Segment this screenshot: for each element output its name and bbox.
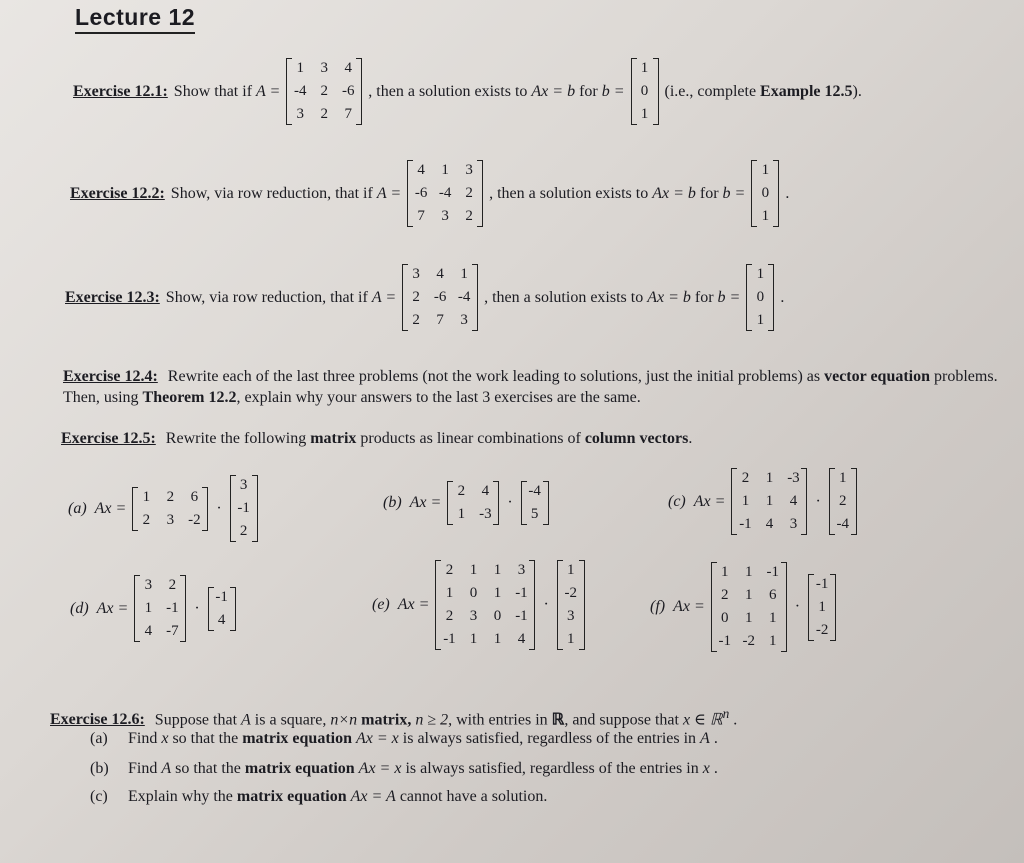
item-tag: (c): [90, 788, 108, 805]
matrix-entry: 1: [296, 60, 305, 76]
matrix-entry: -2: [742, 633, 756, 649]
matrix-entry: -6: [414, 185, 428, 201]
matrix-entry: 4: [344, 60, 353, 76]
matrix-entry: 0: [721, 610, 729, 626]
matrix-entry: 0: [761, 185, 770, 201]
matrix-entry: -4: [294, 83, 307, 99]
vector-name: b =: [722, 184, 746, 202]
part-label: (a): [68, 499, 87, 517]
exercise-12-3: [65, 264, 784, 331]
list-item: [90, 730, 718, 748]
matrix-entry: 1: [818, 598, 826, 615]
matrix-entry: 3: [469, 608, 478, 624]
matrix-entry: 1: [640, 60, 649, 76]
emphasis-text: matrix: [310, 430, 357, 447]
part-label: (e): [372, 596, 390, 613]
matrix-entry: 2: [320, 106, 329, 122]
exercise-label: Exercise 12.2:: [70, 184, 165, 202]
emphasis-text: column vectors: [584, 430, 689, 447]
equation: Ax = x: [356, 730, 399, 747]
matrix-entry: -1: [815, 575, 829, 592]
exercise-text: Suppose that: [154, 711, 238, 729]
matrix-entry: -1: [718, 633, 732, 649]
matrix-entry: -6: [342, 83, 355, 99]
matrix-A: [711, 562, 787, 652]
matrix-entry: -7: [166, 623, 179, 639]
part-label: (b): [383, 494, 402, 511]
product-lhs: Ax =: [673, 598, 705, 615]
exercise-text: is a square,: [254, 711, 327, 729]
matrix-entry: 2: [168, 577, 177, 593]
exercise-text: Show, via row reduction, that if: [170, 184, 373, 202]
matrix-entry: 1: [445, 585, 454, 601]
matrix-A: [731, 468, 807, 535]
matrix-entry: 5: [530, 506, 539, 522]
matrix-name: A =: [371, 288, 397, 306]
exercise-text: for: [579, 82, 598, 100]
product-lhs: Ax =: [94, 499, 127, 517]
matrix-A: [286, 58, 362, 125]
matrix-entry: -1: [766, 564, 780, 580]
item-text: so that the: [172, 730, 239, 747]
item-text: Find: [128, 760, 158, 777]
matrix-entry: 1: [721, 564, 729, 580]
product-d: [70, 575, 242, 642]
item-tag: (b): [90, 760, 109, 777]
matrix-entry: 2: [721, 587, 729, 603]
matrix-entry: 1: [144, 600, 153, 616]
matrix-entry: -6: [433, 289, 447, 305]
exercise-text: products as linear combinations of: [360, 430, 581, 447]
matrix-entry: 0: [493, 608, 502, 624]
exercise-text: Show, via row reduction, that if: [165, 288, 368, 306]
matrix-entry: 2: [320, 83, 329, 99]
matrix-entry: 2: [412, 289, 420, 305]
matrix-entry: 1: [769, 610, 777, 626]
matrix-entry: 2: [239, 523, 248, 539]
matrix-entry: -1: [515, 585, 528, 601]
exercise-text: , explain why your answers to the last 3 exercises are the same.: [236, 389, 641, 406]
matrix-entry: 2: [465, 185, 473, 201]
matrix-entry: -1: [443, 631, 456, 647]
emphasis-text: matrix equation: [236, 788, 347, 805]
exercise-text: .: [733, 711, 738, 729]
exercise-label: Exercise 12.1:: [73, 82, 168, 100]
inequality: n ≥ 2: [415, 711, 449, 729]
matrix-entry: -1: [739, 516, 752, 532]
exercise-text: , with entries in: [448, 711, 548, 729]
matrix-entry: -3: [787, 470, 800, 486]
equation: Ax = x: [358, 760, 402, 777]
item-text: is always satisfied, regardless of the entries in: [402, 730, 697, 747]
emphasis-text: matrix equation: [242, 730, 352, 747]
variable: A: [700, 730, 710, 747]
product-f: [650, 562, 842, 652]
real-numbers-symbol: ℝ: [551, 711, 565, 729]
part-label: (c): [668, 492, 686, 510]
matrix-A: [132, 487, 208, 531]
matrix-entry: 3: [320, 60, 329, 76]
part-label: (d): [70, 599, 89, 617]
exercise-12-1: [73, 58, 862, 125]
matrix-entry: 3: [239, 477, 248, 493]
matrix-entry: 2: [166, 488, 175, 505]
matrix-entry: 3: [567, 608, 575, 624]
vector-x: [208, 587, 236, 631]
matrix-entry: 1: [761, 162, 770, 178]
vector-x: [808, 574, 836, 641]
exercise-label: Exercise 12.4:: [63, 368, 158, 385]
matrix-entry: 2: [465, 208, 473, 224]
matrix-entry: 4: [481, 483, 490, 499]
vector-x: [829, 468, 857, 535]
matrix-entry: 1: [469, 631, 478, 647]
exercise-text: Rewrite each of the last three problems (not the work leading to solutions, just the initial problems) as: [167, 368, 821, 385]
matrix-entry: 3: [166, 511, 175, 528]
matrix-entry: 2: [741, 470, 750, 486]
matrix-entry: 1: [741, 493, 750, 509]
vector-b: [631, 58, 659, 125]
matrix-entry: 1: [761, 208, 770, 224]
matrix-entry: 1: [493, 585, 502, 601]
product-lhs: Ax =: [397, 596, 430, 613]
lecture-title: Lecture 12: [75, 4, 195, 34]
item-text: cannot have a solution.: [399, 788, 548, 805]
exercise-text: , and suppose that: [564, 711, 679, 729]
matrix-A: [435, 560, 535, 650]
matrix-entry: -3: [479, 506, 492, 522]
product-c: [668, 468, 863, 535]
matrix-entry: -4: [457, 289, 471, 305]
dot-operator: ·: [543, 596, 549, 613]
matrix-entry: -4: [438, 185, 452, 201]
matrix-name: A =: [256, 82, 281, 100]
exercise-label: Exercise 12.6:: [50, 711, 145, 729]
part-label: (f): [650, 598, 666, 615]
matrix-A: [407, 160, 483, 227]
matrix-entry: 1: [567, 562, 575, 578]
matrix-entry: 1: [441, 162, 449, 178]
variable-A: A: [241, 711, 251, 729]
matrix-entry: -2: [815, 621, 829, 638]
vector-b: [746, 264, 774, 331]
item-text: .: [713, 730, 718, 747]
matrix-entry: -1: [215, 588, 228, 605]
vector-b: [751, 160, 779, 227]
theorem-reference: Theorem 12.2: [142, 389, 237, 406]
superscript: n: [722, 706, 730, 721]
exercise-text: (i.e., complete: [664, 82, 757, 100]
matrix-entry: 3: [460, 312, 468, 328]
item-tag: (a): [90, 730, 108, 747]
list-item: [90, 760, 718, 778]
equation: Ax = b: [531, 82, 576, 100]
matrix-entry: 1: [745, 564, 753, 580]
variable: A: [161, 760, 172, 777]
item-text: so that the: [175, 760, 241, 777]
exercise-text: .: [780, 288, 785, 306]
vector-x: [521, 481, 549, 525]
matrix-entry: 3: [441, 208, 449, 224]
matrix-entry: 2: [142, 511, 151, 528]
matrix-entry: -4: [528, 483, 541, 499]
matrix-entry: 4: [765, 516, 774, 532]
exercise-12-5: [61, 428, 692, 449]
matrix-entry: 2: [412, 312, 420, 328]
matrix-name: A =: [376, 184, 402, 202]
item-text: .: [713, 760, 718, 777]
matrix-entry: 4: [436, 266, 444, 282]
matrix-entry: 7: [344, 106, 353, 122]
variable: x: [161, 730, 169, 747]
matrix-A: [402, 264, 478, 331]
equation: Ax = A: [350, 788, 396, 805]
matrix-entry: 6: [769, 587, 777, 603]
vector-name: b =: [601, 82, 625, 100]
matrix-entry: -1: [166, 600, 179, 616]
exercise-label: Exercise 12.3:: [65, 288, 160, 306]
matrix-entry: 0: [469, 585, 478, 601]
matrix-entry: 3: [517, 562, 526, 578]
item-text: is always satisfied, regardless of the entries in: [405, 760, 699, 777]
emphasis-text: vector equation: [824, 368, 931, 385]
exercise-text: for: [699, 184, 719, 202]
dot-operator: ·: [216, 499, 222, 517]
matrix-entry: 6: [190, 488, 199, 505]
matrix-entry: 4: [517, 631, 526, 647]
matrix-entry: 7: [436, 312, 444, 328]
exercise-text: problems. Then, using: [63, 368, 998, 406]
matrix-entry: 1: [745, 610, 753, 626]
matrix-entry: 1: [640, 106, 649, 122]
matrix-entry: 0: [640, 83, 649, 99]
matrix-A: [134, 575, 186, 642]
example-reference: Example 12.5: [760, 82, 853, 100]
matrix-entry: -1: [237, 500, 250, 516]
matrix-entry: 2: [445, 608, 454, 624]
matrix-entry: 0: [756, 289, 765, 305]
matrix-entry: 3: [465, 162, 473, 178]
matrix-entry: 1: [765, 493, 774, 509]
matrix-entry: -2: [188, 511, 201, 528]
matrix-A: [447, 481, 499, 525]
exercise-text: , then a solution exists to: [489, 184, 649, 202]
matrix-entry: 4: [417, 162, 425, 178]
exercise-12-2: [70, 160, 789, 227]
matrix-entry: 1: [493, 562, 502, 578]
matrix-entry: -2: [564, 585, 578, 601]
matrix-entry: 1: [765, 470, 774, 486]
vector-x: [230, 475, 258, 542]
exercise-label: Exercise 12.5:: [61, 430, 156, 447]
vector-x: [557, 560, 585, 650]
matrix-entry: 3: [789, 516, 798, 532]
matrix-entry: 4: [789, 493, 798, 509]
emphasis-text: matrix,: [361, 711, 412, 729]
product-b: [383, 481, 555, 525]
exercise-text: Show that if: [173, 82, 253, 100]
matrix-entry: 3: [144, 577, 153, 593]
matrix-entry: 1: [839, 470, 847, 486]
emphasis-text: matrix equation: [244, 760, 355, 777]
product-lhs: Ax =: [693, 492, 726, 510]
membership-text: x ∈ ℝ: [682, 711, 723, 729]
matrix-entry: 1: [756, 266, 765, 282]
exercise-text: .: [688, 430, 693, 447]
matrix-entry: 2: [457, 483, 466, 499]
exercise-12-6: [50, 703, 737, 730]
matrix-entry: 3: [412, 266, 420, 282]
exercise-12-4: [63, 366, 1008, 408]
matrix-entry: 1: [457, 506, 466, 522]
matrix-entry: 7: [417, 208, 425, 224]
matrix-entry: 1: [567, 631, 575, 647]
equation: Ax = b: [652, 184, 696, 202]
product-e: [372, 560, 591, 650]
dot-operator: ·: [794, 598, 801, 615]
exercise-text: .: [785, 184, 790, 202]
matrix-entry: 1: [745, 587, 753, 603]
matrix-entry: 1: [769, 633, 777, 649]
dot-operator: ·: [507, 494, 513, 511]
product-a: [68, 475, 264, 542]
exercise-text: Rewrite the following: [165, 430, 307, 447]
matrix-entry: 1: [493, 631, 502, 647]
exercise-text: , then a solution exists to: [484, 288, 644, 306]
matrix-entry: 2: [839, 493, 847, 509]
matrix-entry: 4: [144, 623, 153, 639]
matrix-entry: 1: [460, 266, 468, 282]
vector-name: b =: [717, 288, 741, 306]
matrix-entry: 1: [756, 312, 765, 328]
dot-operator: ·: [815, 492, 821, 510]
matrix-entry: 4: [217, 611, 226, 628]
matrix-entry: 1: [142, 488, 151, 505]
list-item: [90, 788, 547, 806]
dimension-text: n×n: [330, 711, 358, 729]
item-text: Find: [128, 730, 158, 747]
product-lhs: Ax =: [96, 599, 129, 617]
dot-operator: ·: [194, 599, 200, 617]
item-text: Explain why the: [128, 788, 233, 805]
matrix-entry: 3: [296, 106, 305, 122]
exercise-text: for: [694, 288, 714, 306]
matrix-entry: -1: [515, 608, 528, 624]
matrix-entry: 1: [469, 562, 478, 578]
equation: Ax = b: [647, 288, 691, 306]
matrix-entry: 2: [445, 562, 454, 578]
exercise-text: , then a solution exists to: [368, 82, 528, 100]
product-lhs: Ax =: [409, 494, 442, 511]
variable: x: [702, 760, 710, 777]
exercise-text: ).: [852, 82, 862, 100]
matrix-entry: -4: [836, 516, 850, 532]
